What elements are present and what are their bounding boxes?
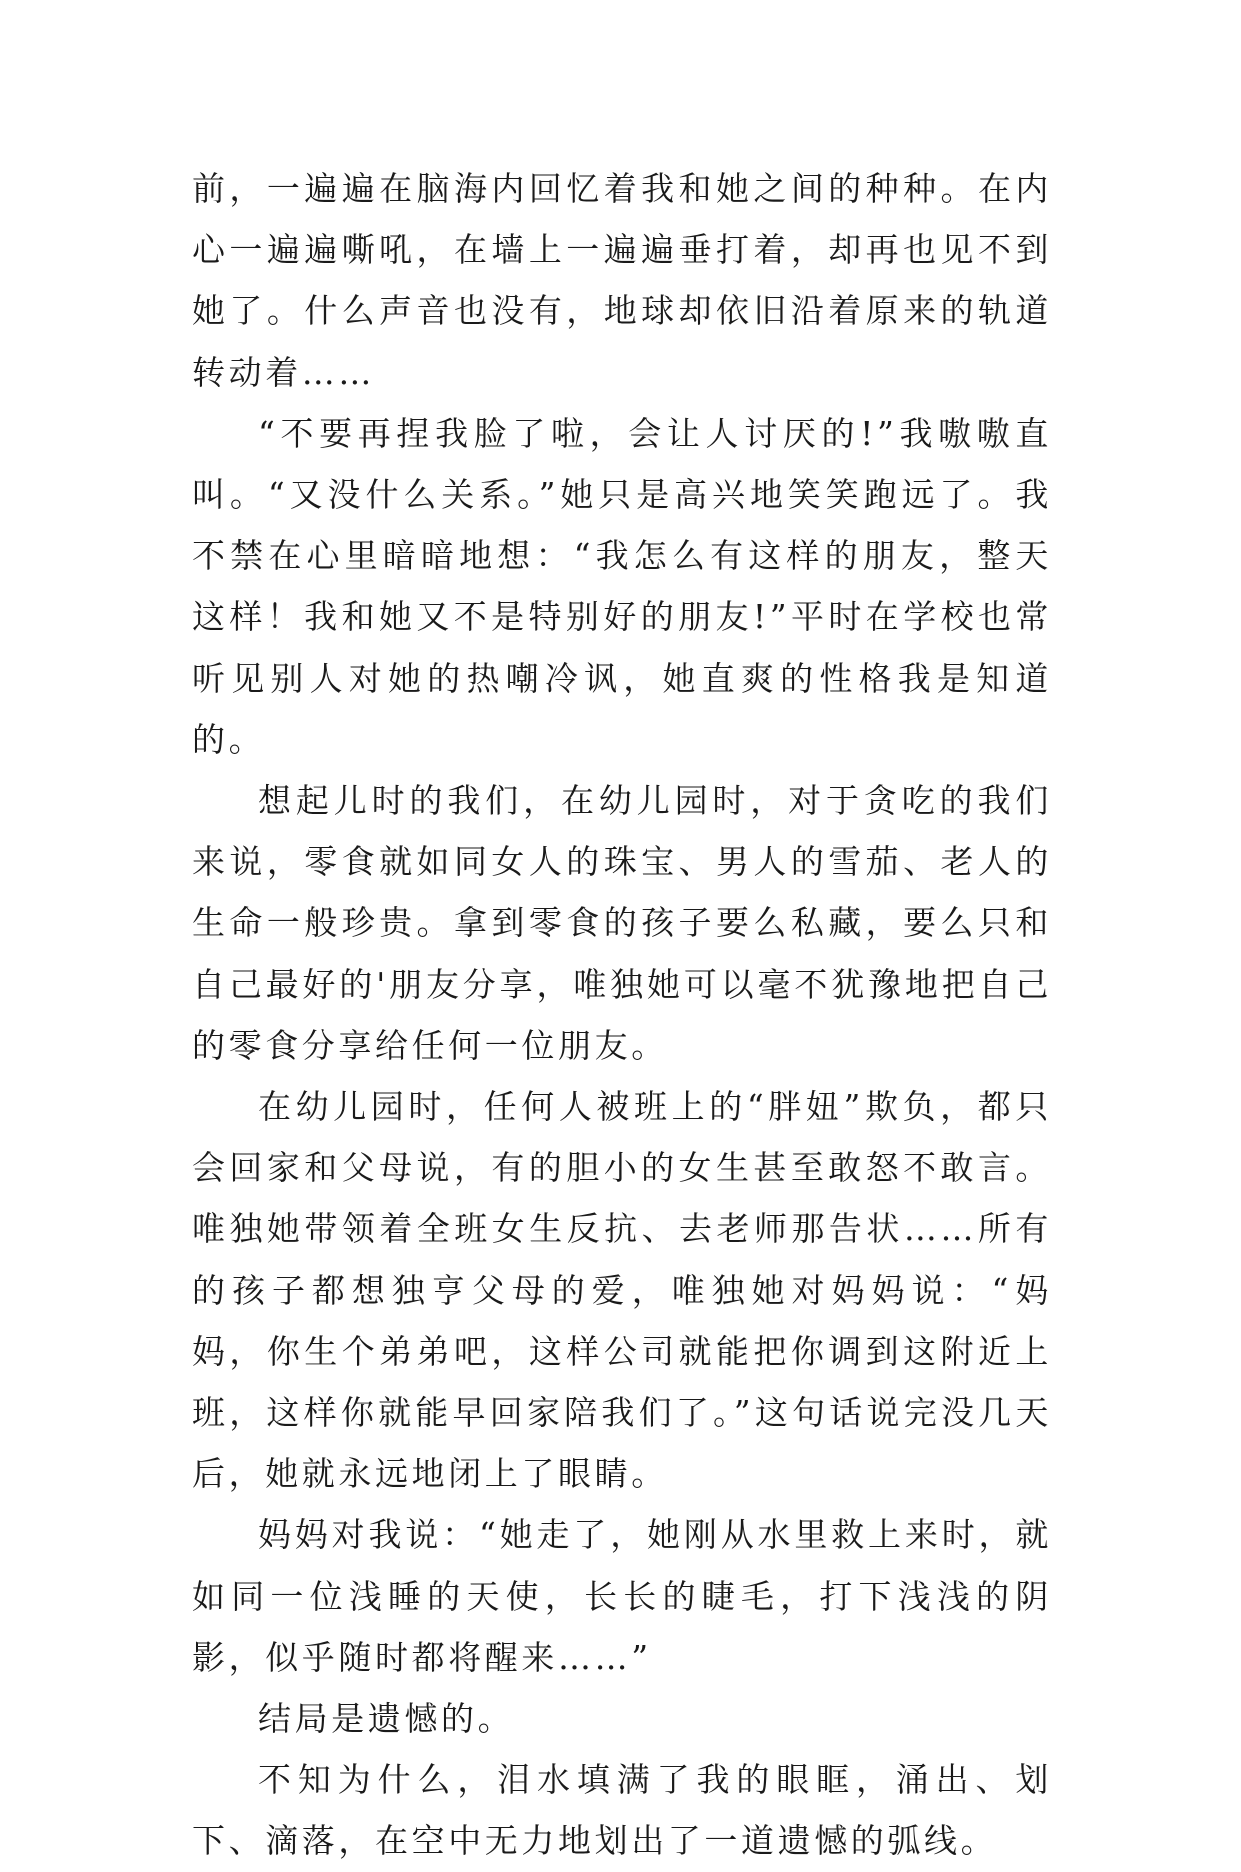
paragraph-6: 结局是遗憾的。: [258, 1699, 515, 1739]
paragraph-7: 不知为什么，泪水填满了我的眼眶，涌出、划下、滴落，在空中无力地划出了一道遗憾的弧线。: [192, 1760, 1052, 1861]
paragraph-1: 前，一遍遍在脑海内回忆着我和她之间的种种。在内心一遍遍嘶吼，在墙上一遍遍垂打着，却再也见不到她了。什么声音也没有，地球却依旧沿着原来的轨道转动着……: [192, 169, 1052, 392]
essay-body: [192, 158, 1052, 1872]
paragraph-3: 想起儿时的我们，在幼儿园时，对于贪吃的我们来说，零食就如同女人的珠宝、男人的雪茄、老人的生命一般珍贵。拿到零食的孩子要么私藏，要么只和自己最好的'朋友分享，唯独她可以毫不犹豫地把自己的零食分享给任何一位朋友。: [192, 781, 1052, 1065]
paragraph-5: 妈妈对我说：“她走了，她刚从水里救上来时，就如同一位浅睡的天使，长长的睫毛，打下浅浅的阴影，似乎随时都将醒来……”: [192, 1515, 1052, 1677]
paragraph-4: 在幼儿园时，任何人被班上的“胖妞”欺负，都只会回家和父母说，有的胆小的女生甚至敢怒不敢言。唯独她带领着全班女生反抗、去老师那告状……所有的孩子都想独亨父母的爱，唯独她对妈妈说：“妈妈，你生个弟弟吧，这样公司就能把你调到这附近上班，这样你就能早回家陪我们了。”这句话说完没几天后，她就永远地闭上了眼睛。: [192, 1087, 1052, 1494]
paragraph-2: “不要再捏我脸了啦，会让人讨厌的!”我嗷嗷直叫。“又没什么关系。”她只是高兴地笑笑跑远了。我不禁在心里暗暗地想：“我怎么有这样的朋友，整天这样！我和她又不是特别好的朋友!”平时在学校也常听见别人对她的热嘲冷讽，她直爽的性格我是知道的。: [192, 413, 1052, 759]
